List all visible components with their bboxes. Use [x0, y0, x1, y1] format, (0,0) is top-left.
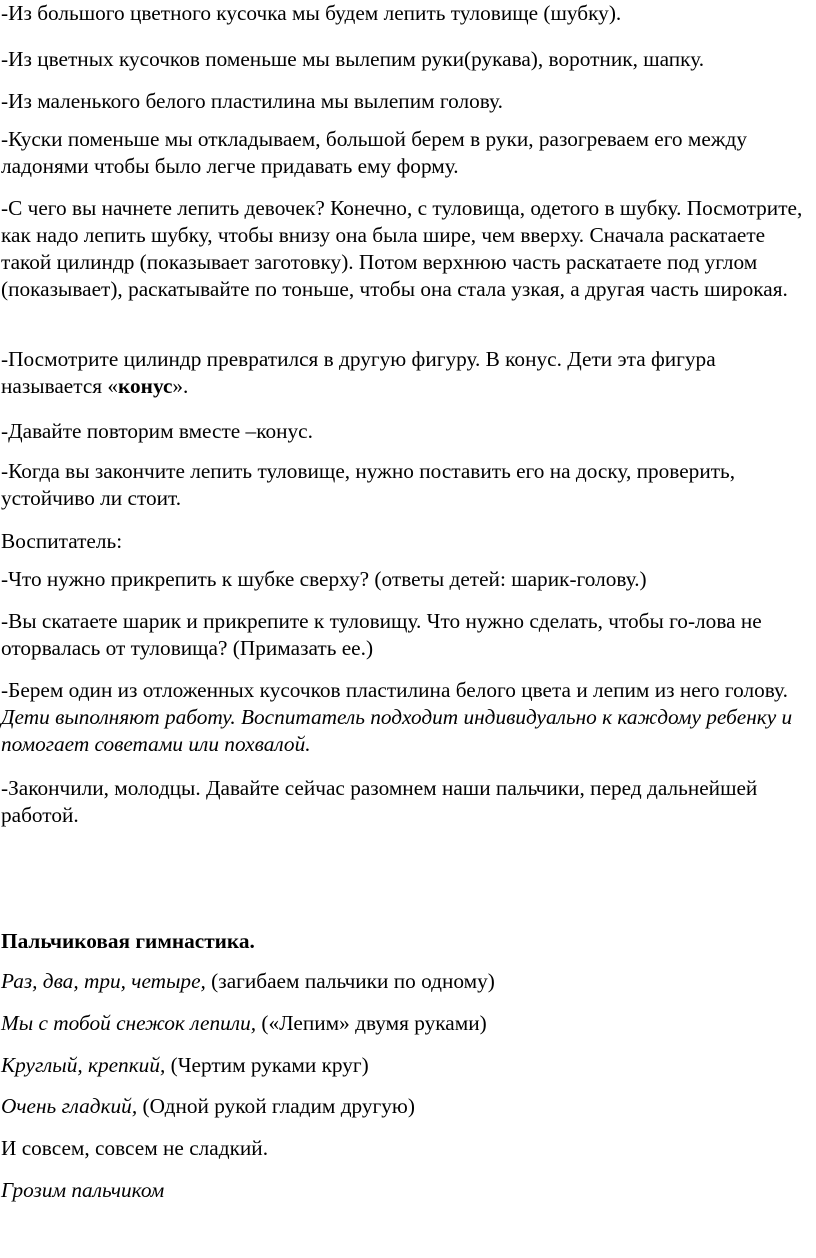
paragraph-question-ball: -Что нужно прикрепить к шубке сверху? (ответы детей: шарик-голову.): [1, 567, 647, 591]
gymnastics-line-6: Грозим пальчиком: [1, 1178, 165, 1202]
gymnastics-line-2: [1, 1010, 801, 1037]
action-text: («Лепим» двумя руками): [256, 1011, 487, 1035]
paragraph-teacher-label: Воспитатель:: [1, 529, 123, 553]
paragraph-torso-intro: -Из большого цветного кусочка мы будем лепить туловище (шубку).: [1, 1, 622, 25]
paragraph-sleeves: -Из цветных кусочков поменьше мы вылепим руки(рукава), воротник, шапку.: [1, 47, 705, 71]
verse-text: Мы с тобой снежок лепили,: [1, 1011, 257, 1035]
cone-text-after: ».: [172, 374, 189, 398]
paragraph-head-white: -Из маленького белого пластилина мы вылепим голову.: [1, 89, 503, 113]
paragraph-check-board: -Когда вы закончите лепить туловище, нужно поставить его на доску, проверить, устойчиво ли стоит.: [1, 459, 736, 510]
verse-text: Круглый, крепкий,: [1, 1053, 166, 1077]
action-text: (загибаем пальчики по одному): [205, 969, 495, 993]
white-head-italic-note: Дети выполняют работу. Воспитатель подходит индивидуально к каждому ребенку и помогает советами или похвалой.: [1, 705, 793, 756]
paragraph-finished: -Закончили, молодцы. Давайте сейчас разомнем наши пальчики, перед дальнейшей работой.: [1, 776, 758, 827]
paragraph-roll-ball: -Вы скатаете шарик и прикрепите к туловищу. Что нужно сделать, чтобы го-лова не оторвалась от туловища? (Примазать ее.): [1, 609, 762, 660]
verse-text: Очень гладкий,: [1, 1094, 138, 1118]
gymnastics-line-5: И совсем, совсем не сладкий.: [1, 1136, 269, 1160]
paragraph-cone: [1, 346, 801, 400]
cone-bold-word: конус: [118, 374, 173, 398]
paragraph-white-head: [1, 677, 801, 758]
gymnastics-heading: Пальчиковая гимнастика.: [1, 929, 255, 953]
action-text: (Чертим руками круг): [165, 1053, 369, 1077]
paragraph-cylinder: -С чего вы начнете лепить девочек? Конечно, с туловища, одетого в шубку. Посмотрите, как надо лепить шубку, чтобы внизу она была шире, чем вверху. Сначала раскатаете такой цилиндр (показывает заготовку). Потом верхнюю часть раскатаете под углом (показывает), раскатывайте по тоньше, чтобы она стала узкая, а другая часть широкая.: [1, 196, 803, 301]
action-text: (Одной рукой гладим другую): [137, 1094, 415, 1118]
paragraph-repeat-cone: -Давайте повторим вместе –конус.: [1, 419, 313, 443]
white-head-text: -Берем один из отложенных кусочков пластилина белого цвета и лепим из него голову.: [1, 678, 788, 702]
cone-text-before: -Посмотрите цилиндр превратился в другую фигуру. В конус. Дети эта фигура называется «: [1, 347, 716, 398]
paragraph-warm-piece: -Куски поменьше мы откладываем, большой берем в руки, разогреваем его между ладонями чтобы было легче придавать ему форму.: [1, 127, 748, 178]
gymnastics-line-1: [1, 968, 801, 995]
verse-text: Раз, два, три, четыре,: [1, 969, 206, 993]
gymnastics-line-4: [1, 1093, 801, 1120]
gymnastics-line-3: [1, 1052, 801, 1079]
